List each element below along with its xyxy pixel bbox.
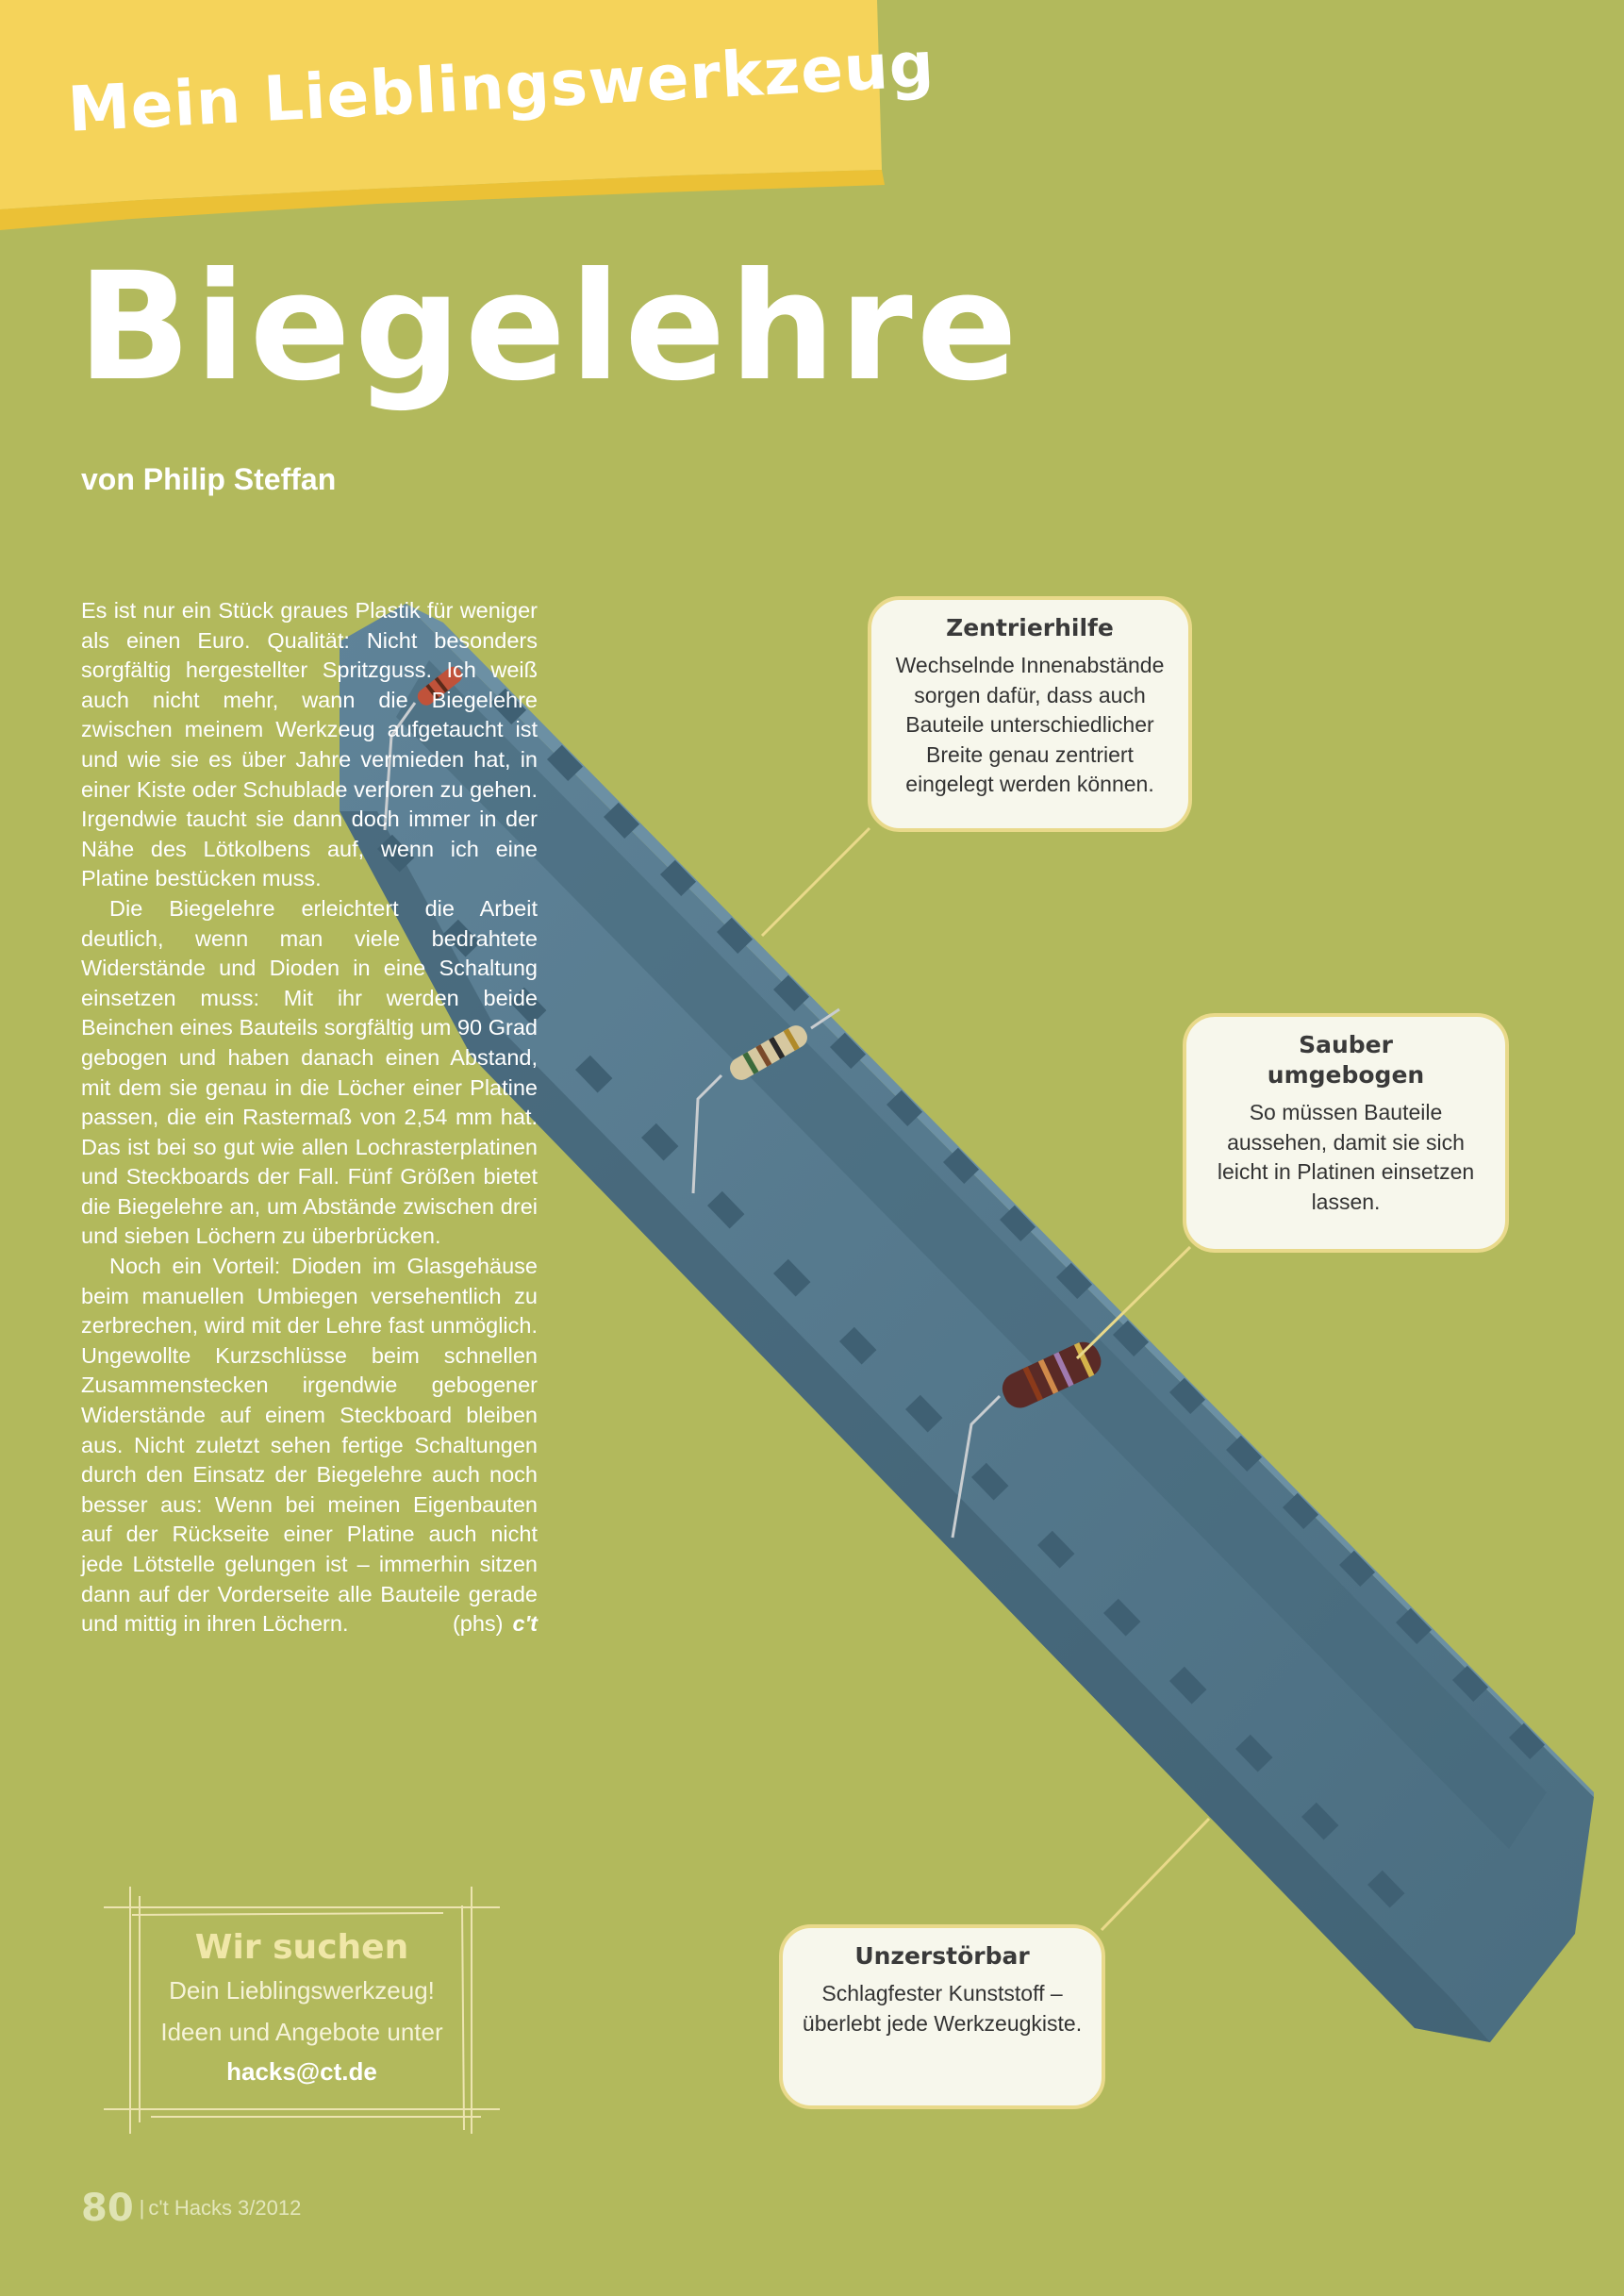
signoff-initials: (phs) <box>452 1611 504 1637</box>
callout-sauber-umgebogen <box>1183 1013 1509 1253</box>
ct-logo: c't <box>512 1611 538 1637</box>
callout-title: Zentrierhilfe <box>946 614 1114 641</box>
paragraph-2: Die Biegelehre erleichtert die Arbeit deutlich, wenn man viele bedrahtete Widerstände und Dioden in eine Schaltung einsetzen muss: Mit ihr werden beide Beinchen eines Bauteils sorgfältig um 90 Grad gebogen und haben danach einen Abstand, mit dem sie genau in die Löcher einer Platine passen, die ein Rastermaß von 2,54 mm hat. Das ist bei so gut wie allen Lochrasterplatinen und Steckboards der Fall. Fünf Größen bietet die Biegelehre an, um Abstände zwischen drei und sieben Löchern zu überbrücken. <box>81 895 538 1249</box>
contact-email-link[interactable]: hacks@ct.de <box>226 2057 377 2086</box>
wir-suchen-title: Wir suchen <box>194 1928 409 1967</box>
publication-info: c't Hacks 3/2012 <box>148 2196 302 2220</box>
paragraph-3-text: Noch ein Vorteil: Dioden im Glasgehäuse beim manuellen Umbiegen versehentlich zu zerbrechen, wird mit der Lehre fast unmöglich. Ungewollte Kurzschlüsse beim schnellen Zusammenstecken irgendwie gebogener Widerstände auf einem Steckboard bleiben aus. Nicht zuletzt sehen fertige Schaltungen durch den Einsatz der Biegelehre auch noch besser aus: Wenn bei meinen Eigenbauten auf der Rückseite einer Platine auch nicht jede Lötstelle gelungen ist – immerhin sitzen dann auf der Vorderseite alle Bauteile gerade und mittig in ihren Löchern. <box>81 1254 538 1637</box>
callout-title: Sauber umgebogen <box>1267 1031 1425 1089</box>
paragraph-3 <box>81 1252 538 1639</box>
wir-suchen-content <box>104 1926 500 2090</box>
page-number: 80 <box>81 2187 134 2230</box>
footer-separator: | <box>139 2196 145 2220</box>
callout-text: Schlagfester Kunststoff – überlebt jede Werkzeugkiste. <box>802 1981 1083 2036</box>
callout-unzerstoerbar <box>779 1924 1105 2109</box>
article-body <box>81 596 538 1639</box>
paragraph-1: Es ist nur ein Stück graues Plastik für weniger als einen Euro. Qualität: Nicht besonders sorgfältig hergestellter Spritzguss. Ich weiß auch nicht mehr, wann die Biegelehre zwischen meinem Werkzeug aufgetaucht ist und wie sie es über Jahre vermieden hat, in einer Kiste oder Schublade verloren zu gehen. Irgendwie taucht sie dann doch immer in der Nähe des Lötkolbens auf, wenn ich eine Platine bestücken muss. <box>81 598 538 891</box>
page-footer <box>81 2187 301 2230</box>
article-author: von Philip Steffan <box>81 462 337 496</box>
callout-text: So müssen Bauteile aussehen, damit sie sich leicht in Platinen einsetzen lassen. <box>1217 1100 1475 1214</box>
wir-suchen-line-2: Ideen und Angebote unter <box>160 2018 443 2046</box>
callout-text: Wechselnde Innenabstände sorgen dafür, dass auch Bauteile unterschiedlicher Breite genau zentriert eingelegt werden können. <box>895 653 1165 796</box>
callout-title: Unzerstörbar <box>854 1942 1030 1970</box>
article-title: Biegelehre <box>77 241 1021 414</box>
callout-zentrierhilfe <box>868 596 1192 832</box>
signoff <box>424 1609 538 1639</box>
wir-suchen-line-1: Dein Lieblingswerkzeug! <box>169 1976 435 2005</box>
wir-suchen-box <box>104 1887 500 2141</box>
section-title: Mein Lieblingswerkzeug <box>66 27 936 146</box>
